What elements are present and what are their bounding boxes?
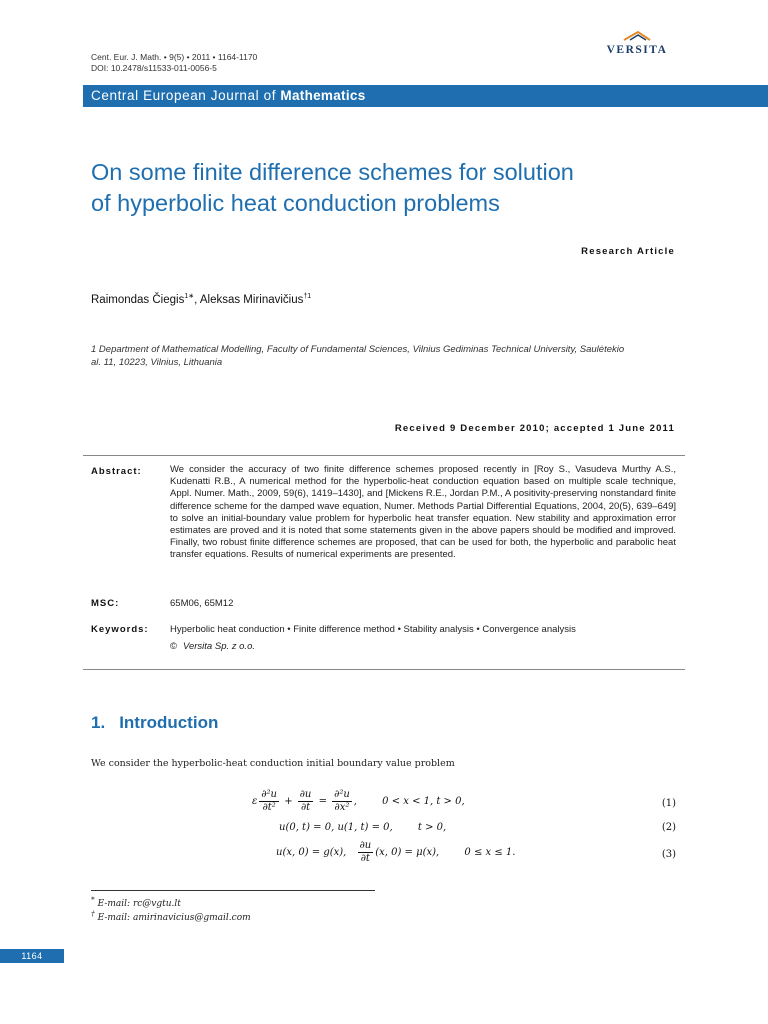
abstract-label: Abstract: xyxy=(91,466,142,477)
footnote-rule xyxy=(91,890,375,891)
eq1-frac-3-den: ∂x² xyxy=(334,802,350,813)
abstract-text: We consider the accuracy of two finite difference schemes proposed recently in [Roy S., Vasudeva Murthy A.S., Kudenatti R.B., A numerical method for the hyperbolic-heat conduction equation based on multiple scale technique, Appl. Numer. Math., 2009, 59(6), 1419–1430], and [Mickens R.E., Jordan P.M., A positivity-preserving nonstandard finite difference scheme for the damped wave equation, Numer. Methods Partial Differential Equations, 2004, 20(5), 639–649] to solve an initial-boundary value problem for hyperbolic heat transfer equation. New stability and approximation error estimates are proved and it is noted that some statements given in the above papers should be modified and improved. Finally, two robust finite difference schemes are proposed, that can be used for both, the hyperbolic and parabolic heat transfer equations. Results of numerical experiments are presented. xyxy=(170,464,676,561)
eq1-equals: = xyxy=(318,796,327,807)
equation-1-number: (1) xyxy=(661,798,676,809)
eq1-epsilon: ε xyxy=(252,796,258,807)
journal-banner-text xyxy=(91,88,366,103)
footnote-2 xyxy=(91,909,251,923)
msc-label: MSC: xyxy=(91,598,120,609)
title-line-1: On some finite difference schemes for solution xyxy=(91,159,574,185)
author-2-sup: †1 xyxy=(303,293,312,300)
eq1-comma: , xyxy=(353,796,357,807)
eq3-frac-den: ∂t xyxy=(360,853,370,864)
copyright xyxy=(170,641,255,652)
eq2-condition: t > 0, xyxy=(417,822,447,833)
citation-block xyxy=(91,52,257,74)
page-number: 1164 xyxy=(21,951,43,961)
intro-paragraph: We consider the hyperbolic-heat conduction initial boundary value problem xyxy=(91,758,455,769)
equation-2-number: (2) xyxy=(661,822,676,833)
equation-1 xyxy=(252,789,465,814)
equation-2 xyxy=(279,822,446,833)
eq1-frac-1-num: ∂²u xyxy=(261,789,277,800)
eq3-post: (x, 0) = μ(x), xyxy=(375,847,440,858)
keywords-value: Hyperbolic heat conduction • Finite difference method • Stability analysis • Convergence analysis xyxy=(170,624,576,635)
journal-name: Mathematics xyxy=(280,88,366,103)
eq3-frac xyxy=(358,840,374,865)
authors xyxy=(91,292,311,306)
eq3-pre: u(x, 0) = g(x), xyxy=(276,847,347,858)
footnote-2-email[interactable]: E-mail: amirinavicius@gmail.com xyxy=(97,913,251,923)
doi-link[interactable]: DOI: 10.2478/s11533-011-0056-5 xyxy=(91,63,217,73)
eq2-text: u(0, t) = 0, u(1, t) = 0, xyxy=(279,822,393,833)
author-1-sup: 1∗ xyxy=(184,293,195,300)
eq1-frac-1 xyxy=(259,789,279,814)
eq1-plus: + xyxy=(284,796,293,807)
eq1-frac-1-den: ∂t² xyxy=(262,802,276,813)
footnote-1-email[interactable]: E-mail: rc@vgtu.lt xyxy=(97,899,181,909)
eq1-frac-3-num: ∂²u xyxy=(334,789,350,800)
eq3-frac-num: ∂u xyxy=(359,840,372,851)
citation-line: Cent. Eur. J. Math. • 9(5) • 2011 • 1164-1170 xyxy=(91,52,258,62)
author-1: Raimondas Čiegis xyxy=(91,293,185,306)
publisher-name: VERSITA xyxy=(606,44,668,56)
eq1-frac-2 xyxy=(298,789,314,814)
footnote-2-mark: † xyxy=(91,909,95,918)
page-number-box xyxy=(0,949,64,963)
affiliation-line-1: 1 Department of Mathematical Modelling, Faculty of Fundamental Sciences, Vilnius Gediminas Technical University, Saulėtekio xyxy=(91,344,625,355)
received-dates: Received 9 December 2010; accepted 1 June 2011 xyxy=(394,423,675,434)
section-title: Introduction xyxy=(119,713,219,732)
paper-title xyxy=(91,157,691,219)
versita-swoosh-icon xyxy=(604,28,670,44)
eq1-condition: 0 < x < 1, t > 0, xyxy=(382,796,465,807)
copyright-text: Versita Sp. z o.o. xyxy=(183,641,255,652)
section-heading xyxy=(91,713,218,733)
eq3-condition: 0 ≤ x ≤ 1. xyxy=(464,847,516,858)
footnote-1-mark: * xyxy=(91,895,95,904)
eq1-frac-3 xyxy=(332,789,352,814)
eq1-frac-2-num: ∂u xyxy=(299,789,312,800)
eq1-frac-2-den: ∂t xyxy=(300,802,311,813)
footnote-1 xyxy=(91,895,181,909)
msc-value: 65M06, 65M12 xyxy=(170,598,234,609)
affiliation xyxy=(91,343,681,369)
affiliation-line-2: al. 11, 10223, Vilnius, Lithuania xyxy=(91,357,223,368)
versita-logo xyxy=(604,28,670,64)
equation-3-number: (3) xyxy=(661,849,676,860)
journal-prefix: Central European Journal of xyxy=(91,88,277,103)
keywords-label: Keywords: xyxy=(91,624,149,635)
title-line-2: of hyperbolic heat conduction problems xyxy=(91,190,500,216)
equation-3 xyxy=(276,840,515,865)
section-number: 1. xyxy=(91,713,106,732)
article-type: Research Article xyxy=(581,246,675,257)
author-2: , Aleksas Mirinavičius xyxy=(194,293,304,306)
copyright-icon: © xyxy=(170,641,177,652)
